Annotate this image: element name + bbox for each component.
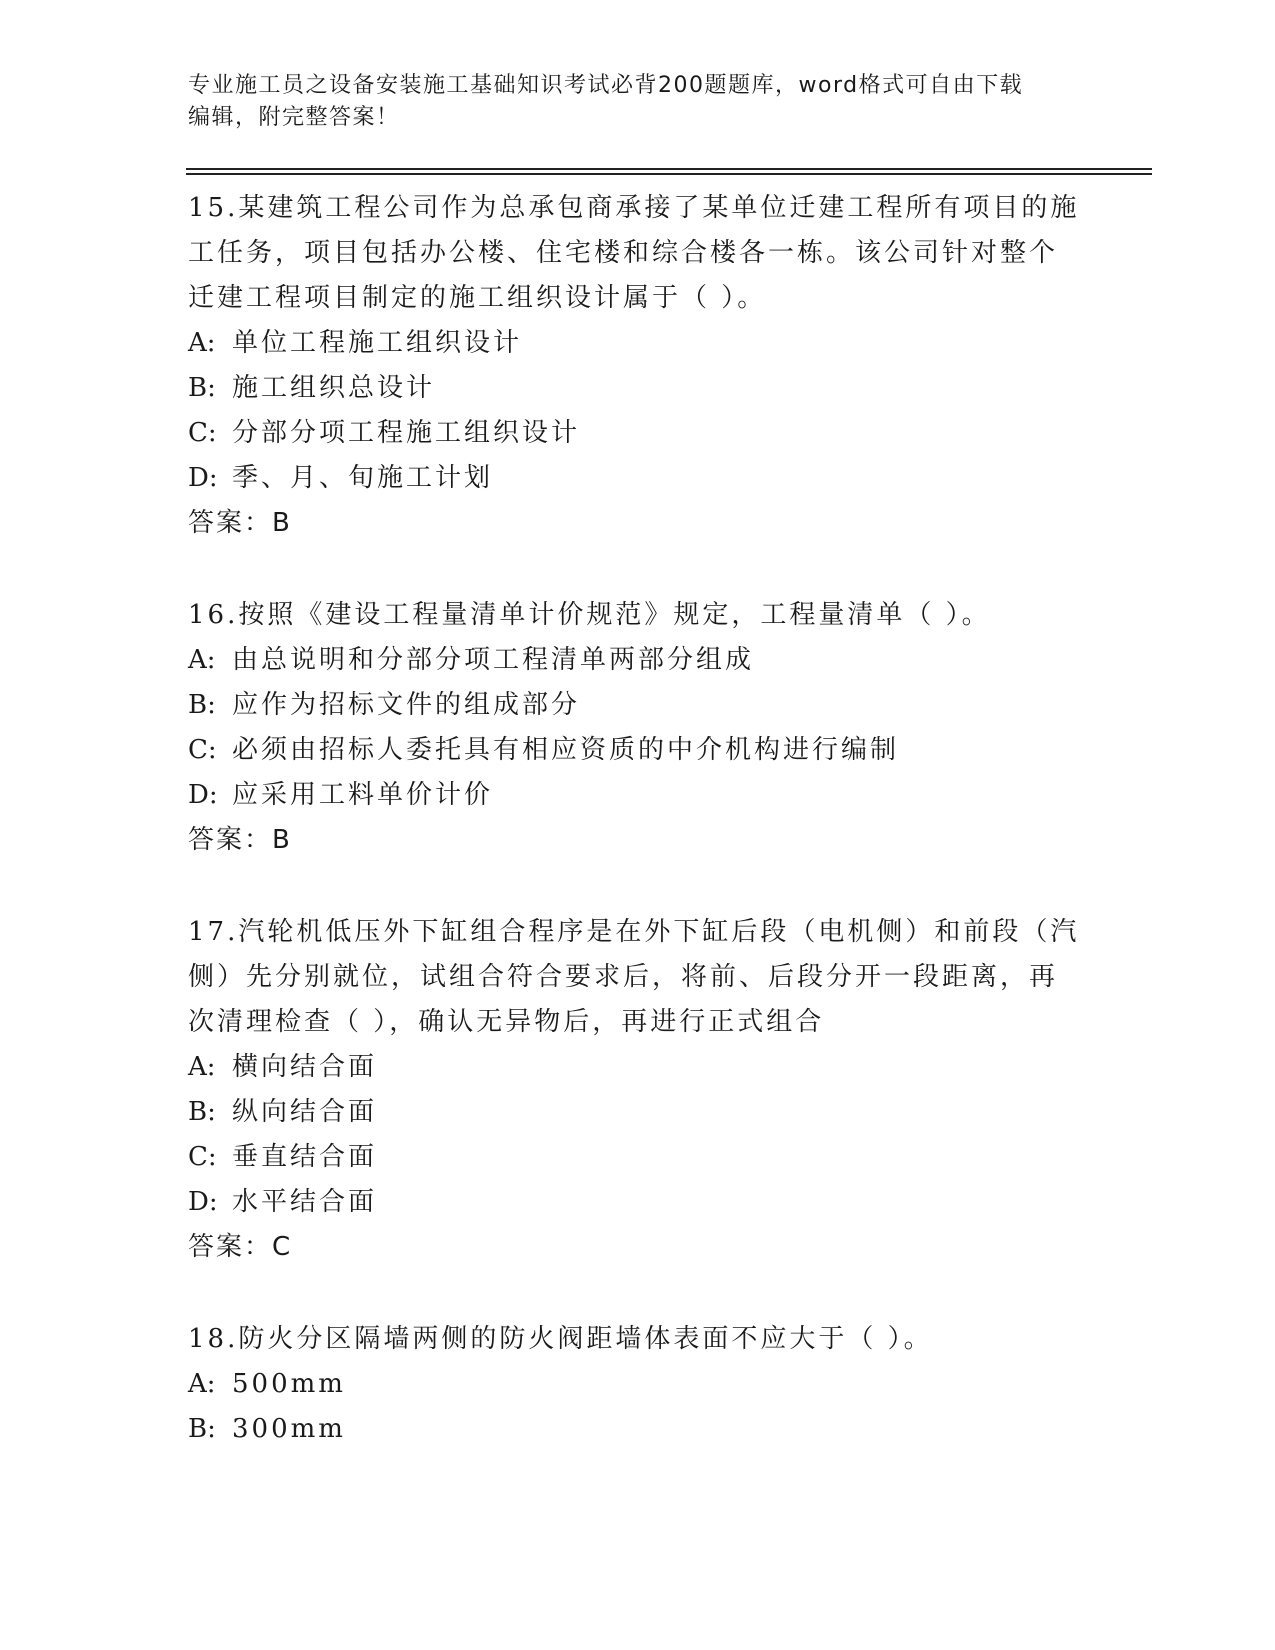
question-stem-line: 17.汽轮机低压外下缸组合程序是在外下缸后段（电机侧）和前段（汽 [188, 917, 1080, 947]
question-18 [188, 1317, 1088, 1452]
option-c: C: 分部分项工程施工组织设计 [188, 418, 581, 448]
question-stem-line: 工任务，项目包括办公楼、住宅楼和综合楼各一栋。该公司针对整个 [188, 238, 1059, 268]
option-c: C: 垂直结合面 [188, 1142, 378, 1172]
header-divider-bottom [186, 173, 1152, 175]
header-divider-top [186, 168, 1152, 170]
question-stem-line: 迁建工程项目制定的施工组织设计属于（ ）。 [188, 283, 767, 313]
question-stem-line: 15.某建筑工程公司作为总承包商承接了某单位迁建工程所有项目的施 [188, 193, 1080, 223]
option-a: A: 500mm [188, 1369, 346, 1399]
question-15 [188, 186, 1088, 546]
option-a: A: 单位工程施工组织设计 [188, 328, 523, 358]
option-b: B: 施工组织总设计 [188, 373, 436, 403]
question-stem-line: 16.按照《建设工程量清单计价规范》规定，工程量清单（ ）。 [188, 600, 991, 630]
question-list [188, 186, 1088, 1452]
answer-line: 答案：B [188, 508, 292, 538]
option-a: A: 由总说明和分部分项工程清单两部分组成 [188, 645, 755, 675]
question-stem-line: 次清理检查（ ），确认无异物后，再进行正式组合 [188, 1007, 825, 1037]
option-a: A: 横向结合面 [188, 1052, 378, 1082]
option-b: B: 300mm [188, 1414, 346, 1444]
option-b: B: 应作为招标文件的组成部分 [188, 690, 581, 720]
question-16 [188, 593, 1088, 863]
option-d: D: 季、月、旬施工计划 [188, 463, 494, 493]
question-stem-line: 18.防火分区隔墙两侧的防火阀距墙体表面不应大于（ ）。 [188, 1324, 933, 1354]
option-b: B: 纵向结合面 [188, 1097, 378, 1127]
document-header [188, 70, 1068, 134]
answer-line: 答案：B [188, 825, 292, 855]
answer-line: 答案：C [188, 1232, 293, 1262]
question-stem-line: 侧）先分别就位，试组合符合要求后，将前、后段分开一段距离，再 [188, 962, 1059, 992]
header-line-2: 编辑，附完整答案！ [188, 105, 400, 130]
question-17 [188, 910, 1088, 1270]
option-c: C: 必须由招标人委托具有相应资质的中介机构进行编制 [188, 735, 900, 765]
option-d: D: 应采用工料单价计价 [188, 780, 494, 810]
header-line-1: 专业施工员之设备安装施工基础知识考试必背200题题库，word格式可自由下载 [188, 73, 1024, 98]
option-d: D: 水平结合面 [188, 1187, 378, 1217]
